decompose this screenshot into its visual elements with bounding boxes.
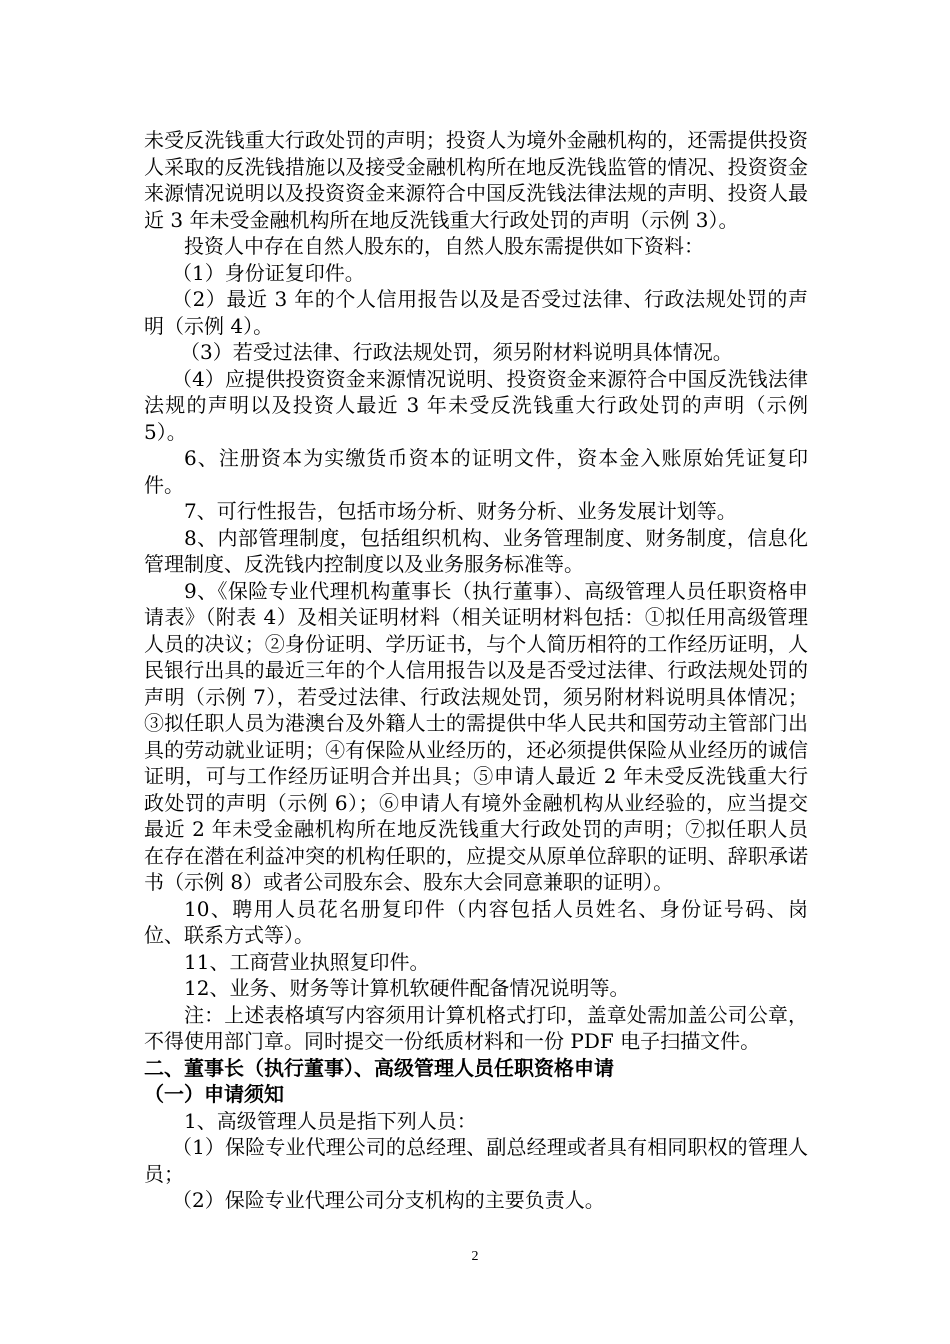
item-6-capital-proof: 6、注册资本为实缴货币资本的证明文件，资本金入账原始凭证复印件。 [144,446,808,497]
item-11-business-license: 11、工商营业执照复印件。 [184,949,430,974]
list-item-penalty-note: （3）若受过法律、行政法规处罚，须另附材料说明具体情况。 [180,340,733,364]
page-number: 2 [471,1249,479,1264]
item-12-it-equipment: 12、业务、财务等计算机软硬件配备情况说明等。 [184,976,630,1000]
list-item-fund-source: （4）应提供投资资金来源情况说明、投资资金来源符合中国反洗钱法律法规的声明以及投资人最近 3 年未受反洗钱重大行政处罚的声明（示例 5）。 [144,366,808,444]
item-9-qualification-form: 9、《保险专业代理机构董事长（执行董事）、高级管理人员任职资格申请表》（附表 4）及相关证明材料（相关证明材料包括：①拟任用高级管理人员的决议；②身份证明、学历证书，与个人简历相符的工作经历证明，人民银行出具的最近三年的个人信用报告以及是否受过法律、行政法规处罚的声明（示例 7），若受过法律、行政法规处罚，须另附材料说明具体情况；③拟任职人员为港澳台及外籍人士的需提供中华人民共和国劳动主管部门出具的劳动就业证明；④有保险从业经历的，还必须提供保险从业经历的诚信证明，可与工作经历证明合并出具；⑤申请人最近 2 年未受反洗钱重大行政处罚的声明（示例 6）；⑥申请人有境外金融机构从业经验的，应当提交最近 2 年未受金融机构所在地反洗钱重大行政处罚的声明；⑦拟任职人员在存在潜在利益冲突的机构任职的，应提交从原单位辞职的证明、辞职承诺书（示例 8）或者公司股东会、股东大会同意兼职的证明）。 [144,578,808,894]
paragraph-senior-managers: 1、高级管理人员是指下列人员： [184,1108,477,1133]
paragraph-natural-person: 投资人中存在自然人股东的，自然人股东需提供如下资料： [184,234,704,258]
list-item-credit-report: （2）最近 3 年的个人信用报告以及是否受过法律、行政法规处罚的声明（示例 4）。 [144,287,808,338]
document-body [144,127,808,1214]
item-8-management-system: 8、内部管理制度，包括组织机构、业务管理制度、财务制度，信息化管理制度、反洗钱内控制度以及业务服务标准等。 [144,525,808,576]
paragraph-continuation: 未受反洗钱重大行政处罚的声明；投资人为境外金融机构的，还需提供投资人采取的反洗钱措施以及接受金融机构所在地反洗钱监管的情况、投资资金来源情况说明以及投资资金来源符合中国反洗钱法律法规的声明、投资人最近 3 年未受金融机构所在地反洗钱重大行政处罚的声明（示例 3）。 [144,128,808,232]
section-heading: 二、董事长（执行董事）、高级管理人员任职资格申请 [144,1055,614,1080]
list-item-general-manager: （1）保险专业代理公司的总经理、副总经理或者具有相同职权的管理人员； [144,1135,808,1186]
subsection-heading: （一）申请须知 [144,1082,284,1106]
list-item-branch-head: （2）保险专业代理公司分支机构的主要负责人。 [172,1188,605,1212]
list-item-id-copy: （1）身份证复印件。 [172,260,365,285]
item-7-feasibility: 7、可行性报告，包括市场分析、财务分析、业务发展计划等。 [184,499,737,523]
note-paragraph: 注：上述表格填写内容须用计算机格式打印，盖章处需加盖公司公章，不得使用部门章。同时提交一份纸质材料和一份 PDF 电子扫描文件。 [144,1002,808,1053]
item-10-staff-roster: 10、聘用人员花名册复印件（内容包括人员姓名、身份证号码、岗位、联系方式等）。 [144,896,808,947]
